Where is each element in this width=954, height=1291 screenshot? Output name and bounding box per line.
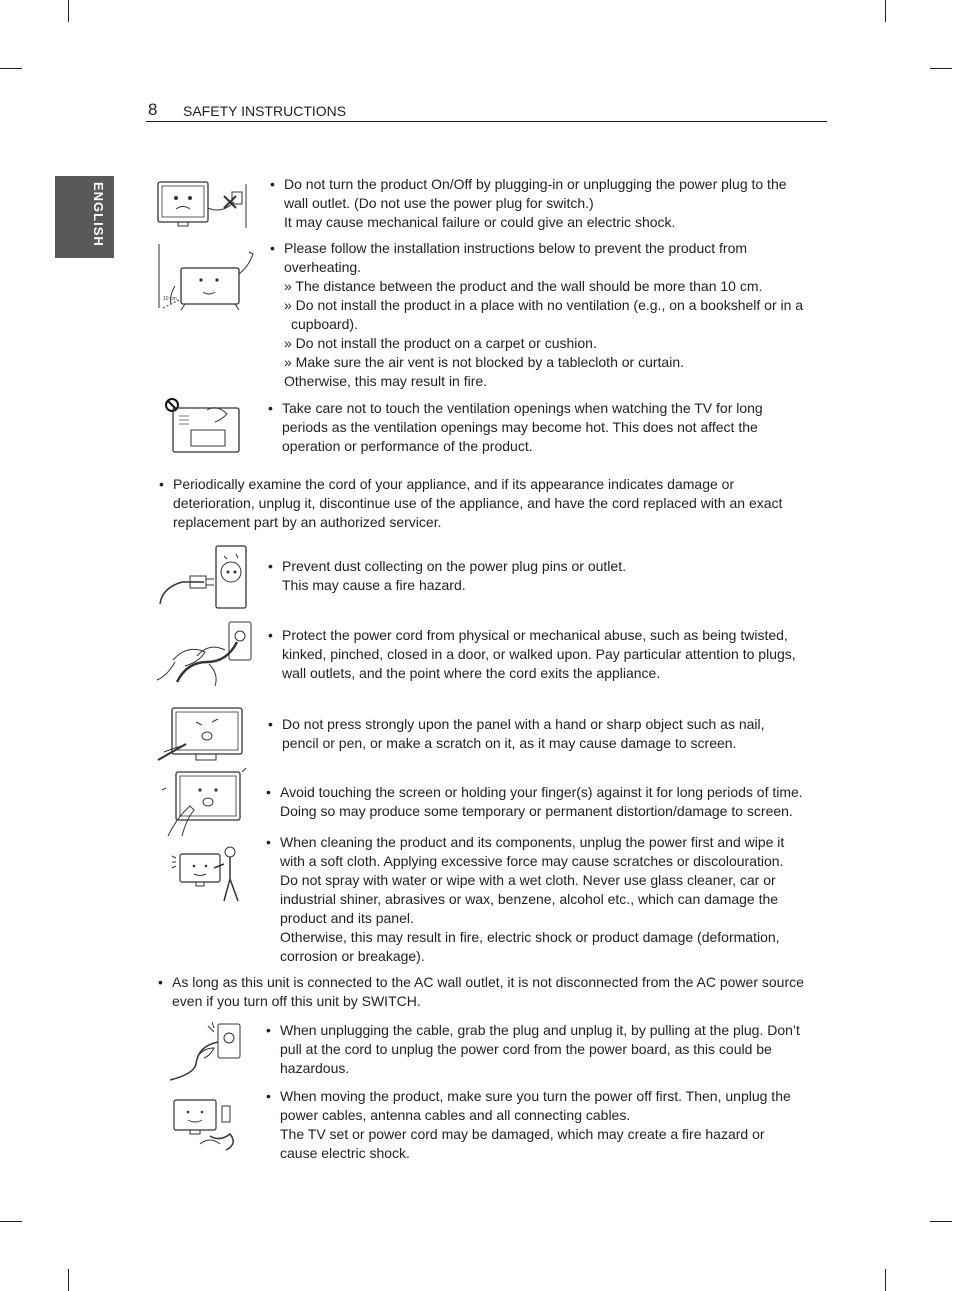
text-line: pull at the cord to unplug the power cord from the power board, as this could be [280, 1041, 772, 1057]
text-line: industrial shiner, abrasives or wax, benzene, alcohol etc., which can damage the [280, 891, 779, 907]
bullet-line: • Periodically examine the cord of your appliance, and if its appearance indicates damage or [159, 475, 839, 494]
sub-item: » Make sure the air vent is not blocked by a tablecloth or curtain. [284, 354, 684, 370]
text-line: Otherwise, this may result in fire, electric shock or product damage (deformation, [280, 929, 780, 945]
bullet-line: • Avoid touching the screen or holding your finger(s) against it for long periods of time. [266, 783, 832, 802]
vent-touch-illustration [163, 396, 247, 458]
crop-mark [930, 68, 952, 69]
text-line: with a soft cloth. Applying excessive force may cause scratches or discolouration. [280, 853, 784, 869]
language-tab-label: ENGLISH [91, 182, 106, 247]
tv-wall-distance-illustration [155, 240, 259, 312]
sub-item: » The distance between the product and the wall should be more than 10 cm. [284, 278, 763, 294]
page-number: 8 [148, 100, 158, 119]
bullet-line: • When cleaning the product and its components, unplug the power first and wipe it [266, 833, 832, 852]
item-cord-protect [268, 626, 828, 683]
text-line: Otherwise, this may result in fire. [284, 373, 488, 389]
bullet-line: • Please follow the installation instructions below to prevent the product from [270, 239, 830, 258]
item-dust-plug [268, 557, 828, 595]
item-ac-connected [158, 973, 848, 1011]
item-power-plug-switch [270, 175, 830, 232]
bullet-line: • Do not turn the product On/Off by plugging-in or unplugging the power plug to the [270, 175, 830, 194]
sub-item: » Do not install the product on a carpet or cushion. [284, 335, 597, 351]
text-line: Do not spray with water or wipe with a wet cloth. Never use glass cleaner, car or [280, 872, 776, 888]
text-line: even if you turn off this unit by SWITCH. [172, 993, 421, 1009]
text-line: overheating. [284, 259, 362, 275]
crop-mark [68, 0, 69, 22]
item-cord-examine [159, 475, 839, 532]
text-line: kinked, pinched, closed in a door, or walked upon. Pay particular attention to plugs, [282, 646, 796, 662]
section-title: SAFETY INSTRUCTIONS [183, 103, 347, 119]
text-line: product and its panel. [280, 910, 414, 926]
bullet-line: • When unplugging the cable, grab the plug and unplug it, by pulling at the plug. Don’t [266, 1021, 832, 1040]
crop-mark [68, 1269, 69, 1291]
distance-label: 10 cm [163, 296, 177, 302]
bullet-line: • Protect the power cord from physical or mechanical abuse, such as being twisted, [268, 626, 828, 645]
text-line: corrosion or breakage). [280, 948, 425, 964]
bullet-line: • Prevent dust collecting on the power plug pins or outlet. [268, 557, 828, 576]
item-screen-touch [266, 783, 832, 821]
text-line: deterioration, unplug it, discontinue use of the appliance, and have the cord replaced with an exact [173, 495, 783, 511]
text-line: The TV set or power cord may be damaged, which may create a fire hazard or [280, 1126, 765, 1142]
item-unplug-cable [266, 1021, 832, 1078]
bullet-line: • As long as this unit is connected to the AC wall outlet, it is not disconnected from the AC power source [158, 973, 848, 992]
text-line: It may cause mechanical failure or could give an electric shock. [284, 214, 676, 230]
sub-item: cupboard). [291, 316, 358, 332]
text-line: operation or performance of the product. [282, 438, 533, 454]
text-line: wall outlet. (Do not use the power plug for switch.) [284, 195, 594, 211]
language-tab [55, 176, 114, 258]
text-line: pencil or pen, or make a scratch on it, as it may cause damage to screen. [282, 735, 737, 751]
bullet-line: • Take care not to touch the ventilation openings when watching the TV for long [268, 399, 828, 418]
tv-plug-illustration [156, 178, 258, 230]
bullet-line: • When moving the product, make sure you turn the power off first. Then, unplug the [266, 1087, 832, 1106]
item-ventilation-install [270, 239, 830, 391]
moving-tv-illustration [170, 1096, 242, 1154]
text-line: cause electric shock. [280, 1145, 410, 1161]
unplug-illustration [168, 1020, 244, 1082]
text-line: This may cause a fire hazard. [282, 577, 466, 593]
dusty-plug-illustration [156, 542, 252, 610]
item-panel-press [268, 715, 828, 753]
finger-screen-illustration [162, 768, 248, 838]
text-line: replacement part by an authorized servicer. [173, 514, 442, 530]
text-line: hazardous. [280, 1060, 350, 1076]
item-ventilation-touch [268, 399, 828, 456]
item-cleaning [266, 833, 832, 966]
bullet-line: • Do not press strongly upon the panel with a hand or sharp object such as nail, [268, 715, 828, 734]
panel-press-illustration [156, 702, 252, 766]
text-line: Doing so may produce some temporary or permanent distortion/damage to screen. [280, 803, 793, 819]
text-line: power cables, antenna cables and all connecting cables. [280, 1107, 631, 1123]
crop-mark [0, 68, 22, 69]
header-rule [146, 121, 827, 122]
crop-mark [885, 0, 886, 22]
item-moving [266, 1087, 832, 1163]
text-line: wall outlets, and the point where the cord exits the appliance. [282, 665, 661, 681]
text-line: periods as the ventilation openings may become hot. This does not affect the [282, 419, 758, 435]
crop-mark [930, 1221, 952, 1222]
crop-mark [0, 1221, 22, 1222]
twisted-cord-illustration [153, 620, 255, 690]
crop-mark [885, 1269, 886, 1291]
sub-item: » Do not install the product in a place with no ventilation (e.g., on a bookshelf or in a [284, 297, 804, 313]
cleaning-illustration [168, 842, 242, 904]
